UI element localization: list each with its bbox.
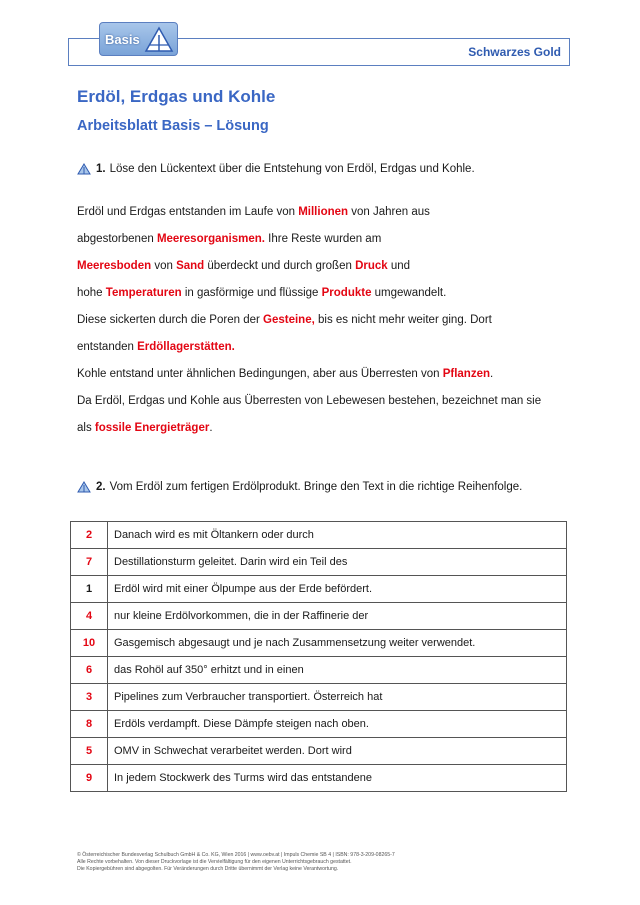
footer-line: © Österreichischer Bundesverlag Schulbuch GmbH & Co. KG, Wien 2016 | www.oebv.at | Impuls Chemie SB 4 | ISBN: 978-3-209-08265-7 [77,852,395,858]
cloze-line [77,204,567,231]
cloze-line [77,231,567,258]
cloze-answer: Sand [176,260,205,272]
cloze-answer: Gesteine, [263,314,315,326]
order-text: Gasgemisch abgesaugt und je nach Zusammensetzung weiter verwendet. [108,630,567,657]
cloze-answer: Meeresorganismen. [156,233,265,245]
cloze-answer: Produkte [321,287,372,299]
order-number: 3 [71,684,108,711]
basis-triangle-icon [77,481,91,493]
order-number: 7 [71,549,108,576]
order-table [70,521,567,792]
cloze-segment: Erdöl und Erdgas entstanden im Laufe von [77,206,299,218]
cloze-segment: Ihre Reste wurden am [264,233,382,245]
cloze-segment: Da Erdöl, Erdgas und Kohle aus Überresten von Lebewesen bestehen, bezeichnet man sie [77,395,542,407]
order-number: 10 [71,630,108,657]
table-row [71,630,567,657]
order-text: In jedem Stockwerk des Turms wird das entstandene [108,765,567,792]
footer-line: Alle Rechte vorbehalten. Von dieser Druckvorlage ist die Vervielfältigung für den eigenen Unterrichtsgebrauch gestattet. [77,859,352,865]
cloze-segment: . [490,368,494,380]
order-text: Erdöls verdampft. Diese Dämpfe steigen nach oben. [108,711,567,738]
order-number: 5 [71,738,108,765]
task-1-text: Löse den Lückentext über die Entstehung von Erdöl, Erdgas und Kohle. [109,163,475,175]
basis-triangle-icon [77,163,91,175]
table-row [71,549,567,576]
footer [77,852,395,873]
triangle-logo-icon [144,26,174,53]
cloze-line [77,258,567,285]
task-2-text: Vom Erdöl zum fertigen Erdölprodukt. Bringe den Text in die richtige Reihenfolge. [109,481,523,493]
cloze-line [77,285,567,312]
cloze-answer: Temperaturen [105,287,182,299]
cloze-answer: Meeresboden [77,260,152,272]
order-text: Pipelines zum Verbraucher transportiert. Österreich hat [108,684,567,711]
cloze-segment: bis es nicht mehr weiter ging. Dort [314,314,492,326]
order-text: nur kleine Erdölvorkommen, die in der Raffinerie der [108,603,567,630]
table-row [71,576,567,603]
order-text: OMV in Schwechat verarbeitet werden. Dort wird [108,738,567,765]
cloze-segment: von Jahren aus [348,206,430,218]
header-title: Schwarzes Gold [468,45,561,59]
cloze-segment: in gasförmige und flüssige [181,287,322,299]
task-2-instruction [77,481,522,493]
cloze-answer: fossile Energieträger [94,422,210,434]
task-2-number: 2. [96,481,106,493]
cloze-line [77,393,567,420]
table-row [71,738,567,765]
cloze-answer: Druck [355,260,388,272]
cloze-segment: und [387,260,411,272]
cloze-line [77,420,567,447]
table-row [71,603,567,630]
page-subtitle: Arbeitsblatt Basis – Lösung [77,118,269,134]
cloze-segment: von [151,260,177,272]
order-text: das Rohöl auf 350° erhitzt und in einen [108,657,567,684]
cloze-line [77,366,567,393]
order-number: 4 [71,603,108,630]
cloze-segment: umgewandelt. [371,287,447,299]
page-title: Erdöl, Erdgas und Kohle [77,87,276,106]
cloze-answer: Pflanzen [442,368,491,380]
footer-line: Die Kopiergebühren sind abgegolten. Für Veränderungen durch Dritte übernimmt der Verlag keine Verantwortung. [77,866,339,872]
table-row [71,711,567,738]
order-text: Danach wird es mit Öltankern oder durch [108,522,567,549]
order-number: 2 [71,522,108,549]
cloze-line [77,312,567,339]
table-row [71,522,567,549]
cloze-segment: Diese sickerten durch die Poren der [77,314,264,326]
order-number: 9 [71,765,108,792]
task-1-instruction [77,163,475,175]
table-row [71,765,567,792]
cloze-answer: Millionen [298,206,349,218]
cloze-segment: überdeckt und durch großen [204,260,356,272]
order-number: 1 [71,576,108,603]
cloze-segment: entstanden [77,341,138,353]
cloze-segment: Kohle entstand unter ähnlichen Bedingungen, aber aus Überresten von [77,368,443,380]
task-1-number: 1. [96,163,106,175]
cloze-segment: abgestorbenen [77,233,157,245]
cloze-segment: . [209,422,213,434]
order-text: Erdöl wird mit einer Ölpumpe aus der Erde befördert. [108,576,567,603]
table-row [71,684,567,711]
cloze-segment: hohe [77,287,106,299]
logo-text: Basis [105,32,140,47]
table-row [71,657,567,684]
order-text: Destillationsturm geleitet. Darin wird ein Teil des [108,549,567,576]
order-number: 6 [71,657,108,684]
cloze-text [77,204,567,447]
order-number: 8 [71,711,108,738]
cloze-segment: als [77,422,95,434]
basis-logo [99,22,178,56]
cloze-answer: Erdöllagerstätten. [137,341,235,353]
cloze-line [77,339,567,366]
